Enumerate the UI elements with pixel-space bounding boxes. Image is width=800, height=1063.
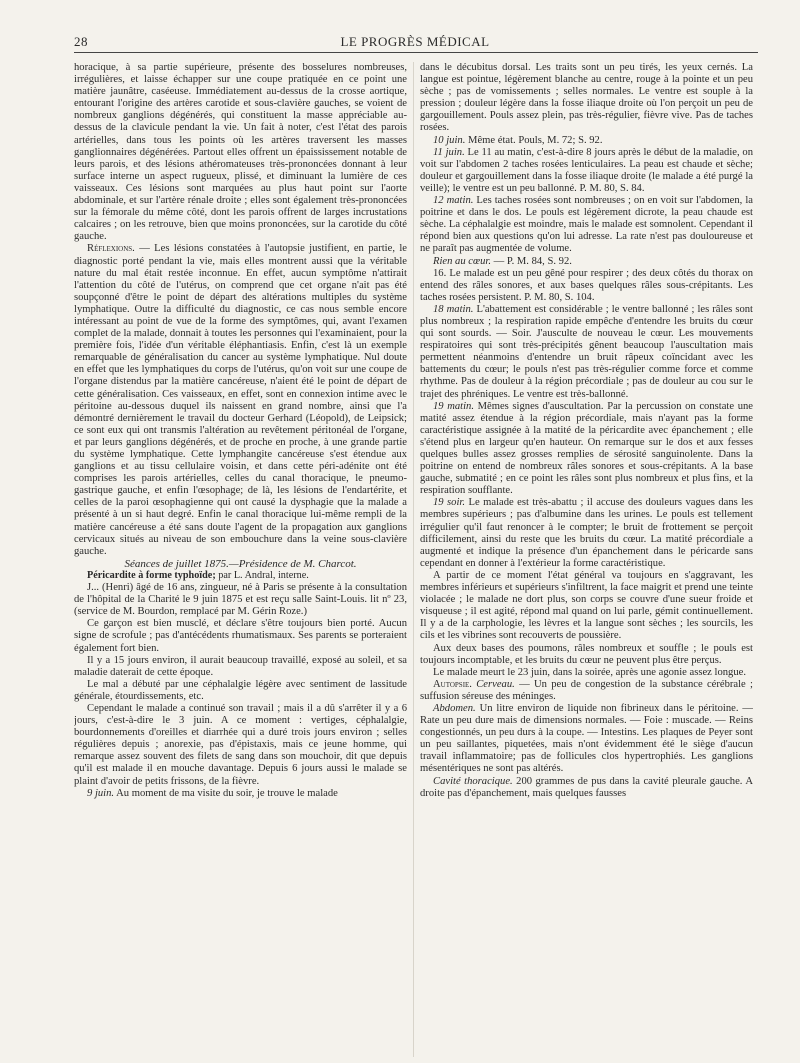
column-divider (413, 62, 414, 1057)
date-label: 11 juin. (433, 146, 465, 158)
paragraph: Il y a 15 jours environ, il aurait beaucoup travaillé, exposé au soleil, et sa maladie daterait de cette époque. (74, 654, 407, 678)
paragraph: horacique, à sa partie supérieure, présente des bosselures nombreuses, irrégulières, et laisse échapper sur une coupe pratiquée en ce point une matière jaunâtre, caséeuse. Immédiatement au-dessus de la crosse aortique, entourant l'origine des artères carotide et sous-clavière gauches, se voient de nombreux ganglions dégénérés, qui constituent la masse appréciable au-dessus de la clavicule pendant la vie. Un fait à noter, c'est l'état des parois artérielles, dans tous les points où les artères traversent les masses ganglionnaires dégénérées. Partout elles offrent un épaississement notable de leurs parois, et des lésions athéromateuses très-prononcées donnant à leur surface interne un aspect rugueux, plissé, et diminuant la lumière de ces vaisseaux. Ces lésions sont marquées au plus haut point sur l'aorte abdominale, et sur l'artère rénale droite ; elles sont également très-prononcées sur la fémorale du même côté, dont les parois offrent de larges incrustations calcaires ; on les retrouve, bien que moins prononcées, sur la carotide du côté gauche. (74, 62, 407, 243)
paragraph (420, 401, 753, 498)
paragraph-text: Même état. Pouls, M. 72; S. 92. (465, 134, 603, 146)
paragraph: Cependant le malade a continué son travail ; mais il a dû s'arrêter il y a 6 jours, c'est-à-dire le 3 juin. A ce moment : vertiges, céphalalgie, bourdonnements d'oreilles et diarrhée qui a duré trois jours environ ; selles régulières depuis ; anorexie, pas d'épistaxis, mais ce jeune homme, qui remarque assez souvent des filets de sang dans son mouchoir, dit que depuis qu'il est malade il en mouche davantage. Depuis 6 jours aussi le malade se plaint d'avoir de petits frissons, de la fièvre. (74, 702, 407, 787)
section-heading: Séances de juillet 1875.—Présidence de M. Charcot. (124, 557, 357, 570)
subsection-label: Abdomen. (433, 702, 476, 714)
paragraph: 16. Le malade est un peu gêné pour respirer ; des deux côtés du thorax on entend des râles sonores, et aux bases quelques râles sous-crépitants. Les taches rosées persistent. P. M. 80, S. 104. (420, 267, 753, 303)
date-label: 19 matin. (433, 400, 474, 412)
paragraph (420, 703, 753, 776)
paragraph: Le malade meurt le 23 juin, dans la soirée, après une agonie assez longue. (433, 666, 746, 678)
paragraph (74, 243, 407, 557)
paragraph-text: 200 grammes de pus dans la cavité pleurale gauche. A droite pas d'épanchement, mais quelques fausses (420, 775, 753, 799)
date-label: 18 matin. (433, 303, 474, 315)
article-title: Péricardite à forme typhoïde; (87, 569, 216, 581)
date-label: 12 matin. (433, 195, 474, 207)
running-header (70, 34, 760, 50)
page-number: 28 (74, 34, 88, 49)
date-label: 10 juin. (433, 134, 466, 146)
section-label: Réflexions. (87, 243, 135, 255)
paragraph (420, 679, 753, 703)
paragraph-text: — Les lésions constatées à l'autopsie justifient, en partie, le diagnostic porté pendant la vie, mais elles montrent aussi que la véritable nature du mal était restée inconnue. En effet, aucun symptôme n'attirait l'attention du côté de l'utérus, on comprend que cet organe n'ait pas été soupçonné d'être le point de départ des altérations multiples du système lymphatique. Outre la difficulté du diagnostic, ce cas nous semble encore intéressant au point de vue de la forme des symptômes, qui, avant l'examen complet de la malade, donnait à toutes les personnes qui l'examinaient, pour la première fois, l'idée d'un véritable éléphantiasis. Enfin, c'est là un exemple remarquable de généralisation du cancer au système lymphatique. Nul doute en effet que les lymphatiques du corps de l'utérus, qu'on voit sur une coupe de l'organe distendus par la matière cancéreuse, n'aient été le point de départ de cette généralisation. Ces vaisseaux, en effet, sont en connexion intime avec le péritoine au-dessous duquel ils naissent en grand nombre, ainsi que l'a démontré dernièrement le travail du docteur Gerhard (Léopold), de Leipsick; ce sont eux qui ont transmis l'altération au revêtement péritonéal de l'organe, et par leurs ganglions dégénérés, et de proche en proche, à une grande partie du système lymphatique. Cette lymphangite cancéreuse s'est étendue aux ganglions et au tissu cellulaire voisin, et dans cette péri-adénite ont été comprises les parois artérielles, celles du canal thoracique, le pneumo-gastrique gauche, et enfin l'œsophage; de là, les lésions de l'endartérite, et celles de la paroi œsophagienne qui ont causé la dysphagie que la malade a présenté à un si haut degré. Enfin le canal thoracique lui-même rempli de la matière cancéreuse a été sans doute l'agent de la propagation aux ganglions cervicaux situés au niveau de son embouchure dans la veine sous-clavière gauche. (74, 243, 407, 557)
paragraph (420, 304, 753, 401)
paragraph: Aux deux bases des poumons, râles nombreux et souffle ; le pouls est toujours incomptable, et les bruits du cœur ne peuvent plus être perçus. (420, 642, 753, 666)
paragraph (74, 788, 407, 800)
paragraph-text: L'abattement est considérable ; le ventre ballonné ; les râles sont plus nombreux ; la respiration rapide empêche d'entendre les bruits du cœur qui sont sourds. — Soir. J'ausculte de nouveau le cœur. Les mouvements respiratoires qui sont très-précipités gênent beaucoup l'auscultation mais permettent néanmoins d'entendre un bruit râpeux coïncidant avec les battements du cœur; le pouls n'est pas très-régulier comme force et comme rhythme. Pas de douleur à la région précordiale ; pas de douleur au cou sur le trajet des phréniques. Le ventre est très-ballonné. (420, 303, 753, 400)
section-label: Autopsie. (433, 678, 472, 690)
paragraph: Le mal a débuté par une céphalalgie légère avec sentiment de lassitude générale, étourdissements, etc. (74, 678, 407, 702)
left-column (74, 62, 407, 1057)
article-heading (74, 570, 407, 582)
date-label: 9 juin. (87, 787, 115, 799)
note-label: Rien au cœur. (433, 255, 491, 267)
paragraph (420, 147, 753, 195)
journal-title: LE PROGRÈS MÉDICAL (340, 34, 490, 49)
article-author: par L. Andral, interne. (215, 569, 309, 581)
paragraph: A partir de ce moment l'état général va toujours en s'aggravant, les membres inférieurs et supérieurs s'infiltrent, la face maigrit et prend une teinte violacée ; le malade ne dort plus, son corps se couvre d'une sueur froide et visqueuse ; il est agité, répond mal quand on lui parle, gémit continuellement. Il y a de la carphologie, les lèvres et la langue sont sèches ; les sourcils, les cils et les vibrines sont recouverts de poussière. (420, 569, 753, 642)
subsection-label: Cerveau. (471, 678, 515, 690)
paragraph-text: Les taches rosées sont nombreuses ; on en voit sur l'abdomen, la poitrine et dans le dos. Le pouls est légèrement dicrote, la peau chaude est sèche. La céphalalgie est moindre, mais le malade est somnolent. Cependant il répond bien aux questions qu'on lui adresse. La rate n'est pas douloureuse et ne paraît pas augmentée de volume. (420, 195, 753, 255)
paragraph: Ce garçon est bien musclé, et déclare s'être toujours bien porté. Aucun signe de scrofule ; pas d'antécédents rhumatismaux. Ses parents se porteraient également fort bien. (74, 618, 407, 654)
paragraph-text: — P. M. 84, S. 92. (490, 255, 572, 267)
right-column (420, 62, 753, 1057)
paragraph (420, 256, 753, 268)
paragraph (420, 195, 753, 255)
paragraph (420, 497, 753, 570)
paragraph-text: Mêmes signes d'auscultation. Par la percussion on constate une matité assez étendue à la région précordiale, mais n'ayant pas la forme caractéristique assignée à la matité de la péricardite avec épanchement ; elle s'étend plus en largeur qu'en hauteur. On remarque sur le dos et aux fesses quelques bulles assez grosses remplies de sérosité sanguinolente. Dans la poitrine on entend de nombreux râles sonores et sous-crépitants. A la base gauche, submatité ; en ce point les râles sont plus nombreux et plus fins, et la respiration soufflante. (420, 400, 753, 497)
paragraph: J... (Henri) âgé de 16 ans, zingueur, né à Paris se présente à la consultation de l'hôpital de la Charité le 9 juin 1875 et est reçu salle Saint-Louis. lit nº 23, (service de M. Bourdon, remplacé par M. Gérin Roze.) (74, 582, 407, 618)
paragraph: dans le décubitus dorsal. Les traits sont un peu tirés, les yeux cernés. La langue est pointue, légèrement blanche au centre, rouge à la pointe et un peu sèche ; pas de vomissements ; selles normales. Le ventre est souple à la pression ; douleur légère dans la fosse iliaque droite où l'on perçoit un peu de gargouillement. Pouls assez plein, pas très-régulier, fièvre vive. Pas de taches rosées. (420, 62, 753, 134)
paragraph-text: Au moment de ma visite du soir, je trouve le malade (114, 787, 338, 799)
header-rule (74, 52, 758, 53)
paragraph-text: Un litre environ de liquide non fibrineux dans le péritoine. — Rate un peu dure mais de dimensions normales. — Foie : muscade. — Reins congestionnés, un peu durs à la coupe. — Intestins. Les plaques de Peyer sont un peu saillantes, piquetées, mais n'ont évidemment été le siège d'aucun travail inflammatoire; pas de follicules clos hypertrophiés. Les ganglions mésentériques ne sont pas altérés. (420, 702, 753, 775)
date-label: 19 soir. (433, 497, 466, 509)
subsection-label: Cavité thoracique. (433, 775, 513, 787)
paragraph-text: Le 11 au matin, c'est-à-dire 8 jours après le début de la maladie, on voit sur l'abdomen 2 taches rosées lenticulaires. La peau est chaude et sèche; douleur et gargouillement dans la fosse iliaque droite (le malade a été purgé la veille); le ventre est un peu ballonné. P. M. 80, S. 84. (420, 146, 753, 194)
paragraph-text: — Un peu de congestion de la substance cérébrale ; suffusion séreuse des méninges. (420, 678, 753, 702)
paragraph-text: Le malade est très-abattu ; il accuse des douleurs vagues dans les membres supérieurs ; pas d'albumine dans les urines. Le pouls est tellement irrégulier qu'il faut renoncer à le compter; le bruit de frottement se perçoit difficilement, ainsi du reste que les bruits du cœur. La matité précordiale a augmenté et indique la présence d'un épanchement dans le péricarde sans cependant en donner à l'extérieur la forme caractéristique. (420, 497, 753, 569)
paragraph (420, 135, 753, 147)
paragraph (420, 776, 753, 800)
